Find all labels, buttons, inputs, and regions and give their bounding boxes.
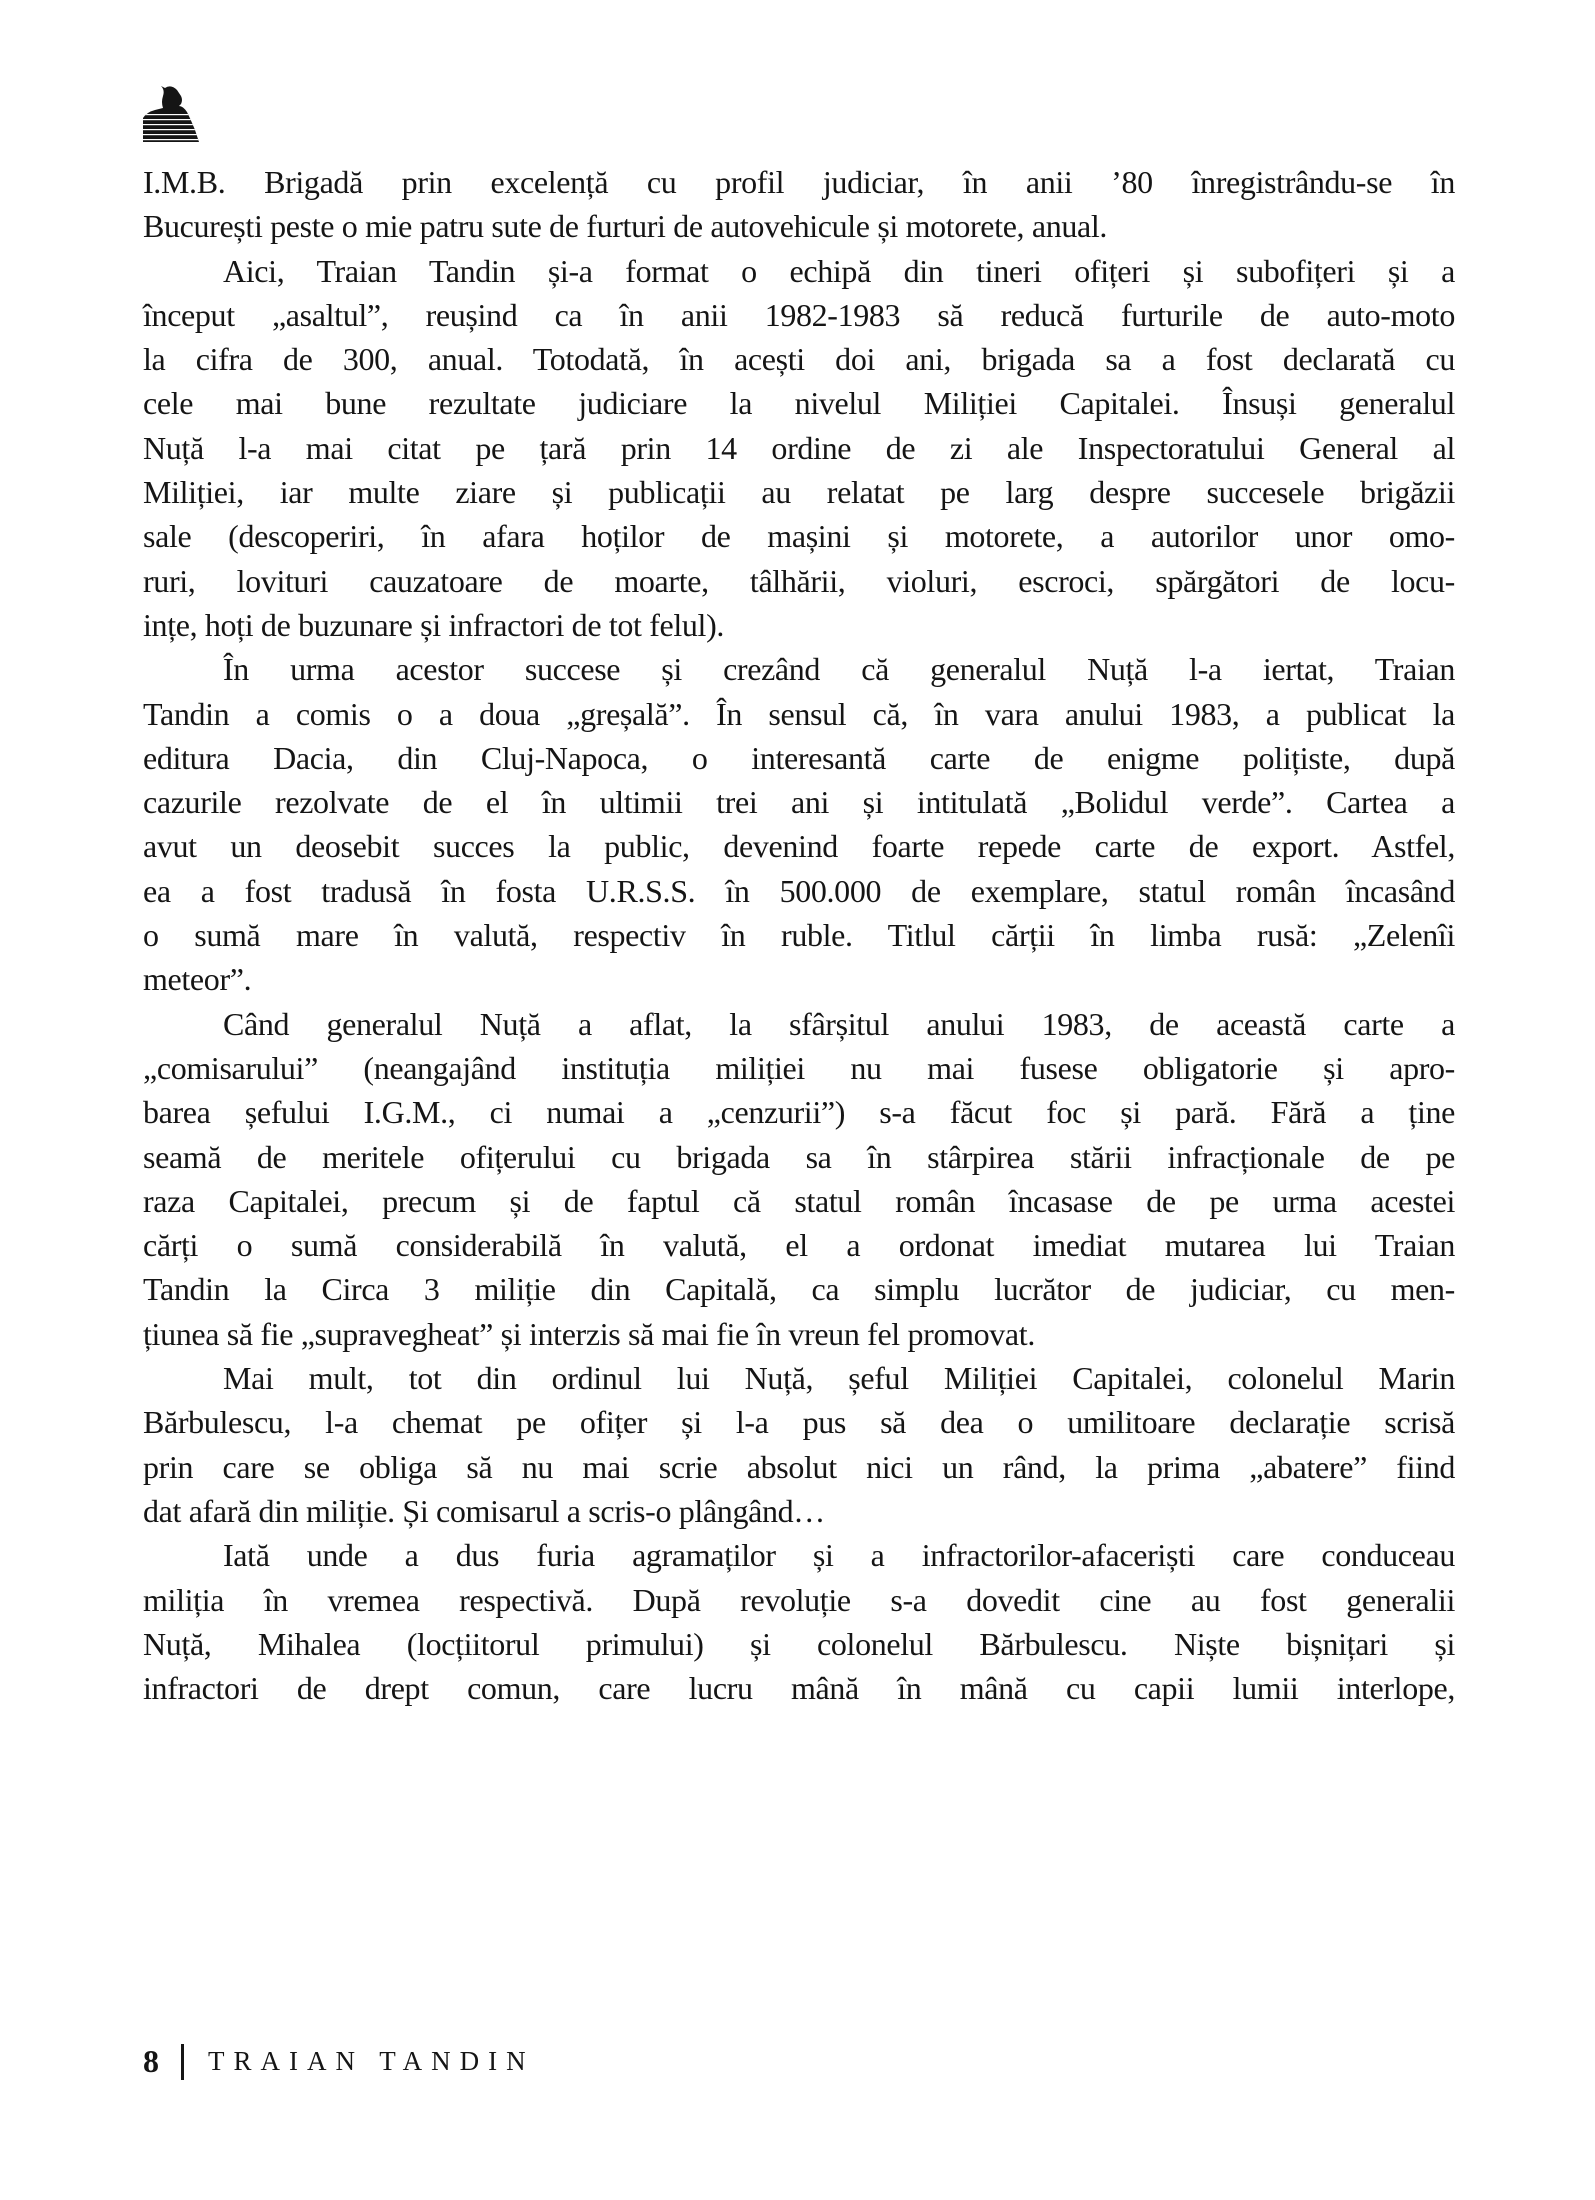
text-line: Iată unde a dus furia agramaților și a infractorilor-afaceriști care conduceau bbox=[223, 1537, 1455, 1574]
text-line: meteor”. bbox=[143, 961, 252, 998]
text-line: o sumă mare în valută, respectiv în ruble. Titlul cărții în limba rusă: „Zelenîi bbox=[143, 917, 1455, 954]
text-line: ințe, hoți de buzunare și infractori de tot felul). bbox=[143, 606, 725, 643]
page-number: 8 bbox=[143, 2043, 159, 2079]
text-line: București peste o mie patru sute de furturi de autovehicule și motorete, anual. bbox=[143, 208, 1108, 245]
text-line: editura Dacia, din Cluj-Napoca, o interesantă carte de enigme polițiste, după bbox=[143, 739, 1455, 776]
text-line: la cifra de 300, anual. Totodată, în acești doi ani, brigada sa a fost declarată cu bbox=[143, 341, 1455, 378]
text-line: În urma acestor succese și crezând că generalul Nuță l-a iertat, Traian bbox=[223, 651, 1455, 688]
text-line: infractori de drept comun, care lucru mână în mână cu capii lumii interlope, bbox=[143, 1670, 1455, 1707]
text-line: barea șefului I.G.M., ci numai a „cenzurii”) s-a făcut foc și pară. Fără a ține bbox=[143, 1094, 1455, 1131]
page-footer bbox=[143, 2043, 535, 2080]
text-line: Nuță l-a mai citat pe țară prin 14 ordine de zi ale Inspectoratului General al bbox=[143, 429, 1455, 466]
text-line: miliția în vremea respectivă. După revoluție s-a dovedit cine au fost generalii bbox=[143, 1581, 1455, 1618]
text-line: Nuță, Mihalea (locțiitorul primului) și colonelul Bărbulescu. Niște bișnițari și bbox=[143, 1625, 1455, 1662]
text-line: seamă de meritele ofițerului cu brigada sa în stârpirea stării infracționale de pe bbox=[143, 1138, 1455, 1175]
text-line: țiunea să fie „supravegheat” și interzis să mai fie în vreun fel promovat. bbox=[143, 1315, 1035, 1352]
running-head: TRAIAN TANDIN bbox=[208, 2046, 535, 2076]
footer-divider bbox=[181, 2044, 184, 2080]
text-line: „comisarului” (neangajând instituția miliției nu mai fusese obligatorie și apro- bbox=[143, 1049, 1455, 1086]
text-line: prin care se obliga să nu mai scrie absolut nici un rând, la prima „abatere” fiind bbox=[143, 1448, 1455, 1485]
text-line: început „asaltul”, reușind ca în anii 1982-1983 să reducă furturile de auto-moto bbox=[143, 296, 1455, 333]
text-line: cele mai bune rezultate judiciare la nivelul Miliției Capitalei. Însuși generalul bbox=[143, 385, 1455, 422]
text-line: Aici, Traian Tandin și-a format o echipă din tineri ofițeri și subofițeri și a bbox=[223, 252, 1455, 289]
text-line: Tandin a comis o a doua „greșală”. În sensul că, în vara anului 1983, a publicat la bbox=[143, 695, 1455, 732]
text-line: raza Capitalei, precum și de faptul că statul român încasase de pe urma acestei bbox=[143, 1182, 1455, 1219]
text-line: cazurile rezolvate de el în ultimii trei ani și intitulată „Bolidul verde”. Cartea a bbox=[143, 784, 1455, 821]
detective-silhouette-icon bbox=[143, 84, 201, 142]
text-line: dat afară din miliție. Și comisarul a scris-o plângând… bbox=[143, 1492, 825, 1529]
text-line: Când generalul Nuță a aflat, la sfârșitul anului 1983, de această carte a bbox=[223, 1005, 1455, 1042]
text-line: avut un deosebit succes la public, devenind foarte repede carte de export. Astfel, bbox=[143, 828, 1455, 865]
text-line: sale (descoperiri, în afara hoților de mașini și motorete, a autorilor unor omo- bbox=[143, 518, 1455, 555]
body-text bbox=[143, 160, 1455, 1710]
text-line: I.M.B. Brigadă prin excelență cu profil judiciar, în anii ’80 înregistrându-se în bbox=[143, 164, 1455, 200]
text-line: cărți o sumă considerabilă în valută, el a ordonat imediat mutarea lui Traian bbox=[143, 1227, 1455, 1264]
text-line: Tandin la Circa 3 miliție din Capitală, ca simplu lucrător de judiciar, cu men- bbox=[143, 1271, 1455, 1308]
text-line: ruri, lovituri cauzatoare de moarte, tâlhării, violuri, escroci, spărgători de locu- bbox=[143, 562, 1455, 599]
text-line: Mai mult, tot din ordinul lui Nuță, șeful Miliției Capitalei, colonelul Marin bbox=[223, 1360, 1455, 1397]
text-line: ea a fost tradusă în fosta U.R.S.S. în 500.000 de exemplare, statul român încasând bbox=[143, 872, 1455, 909]
text-line: Bărbulescu, l-a chemat pe ofițer și l-a pus să dea o umilitoare declarație scrisă bbox=[143, 1404, 1455, 1441]
text-line: Miliției, iar multe ziare și publicații au relatat pe larg despre succesele brigăzii bbox=[143, 474, 1455, 511]
